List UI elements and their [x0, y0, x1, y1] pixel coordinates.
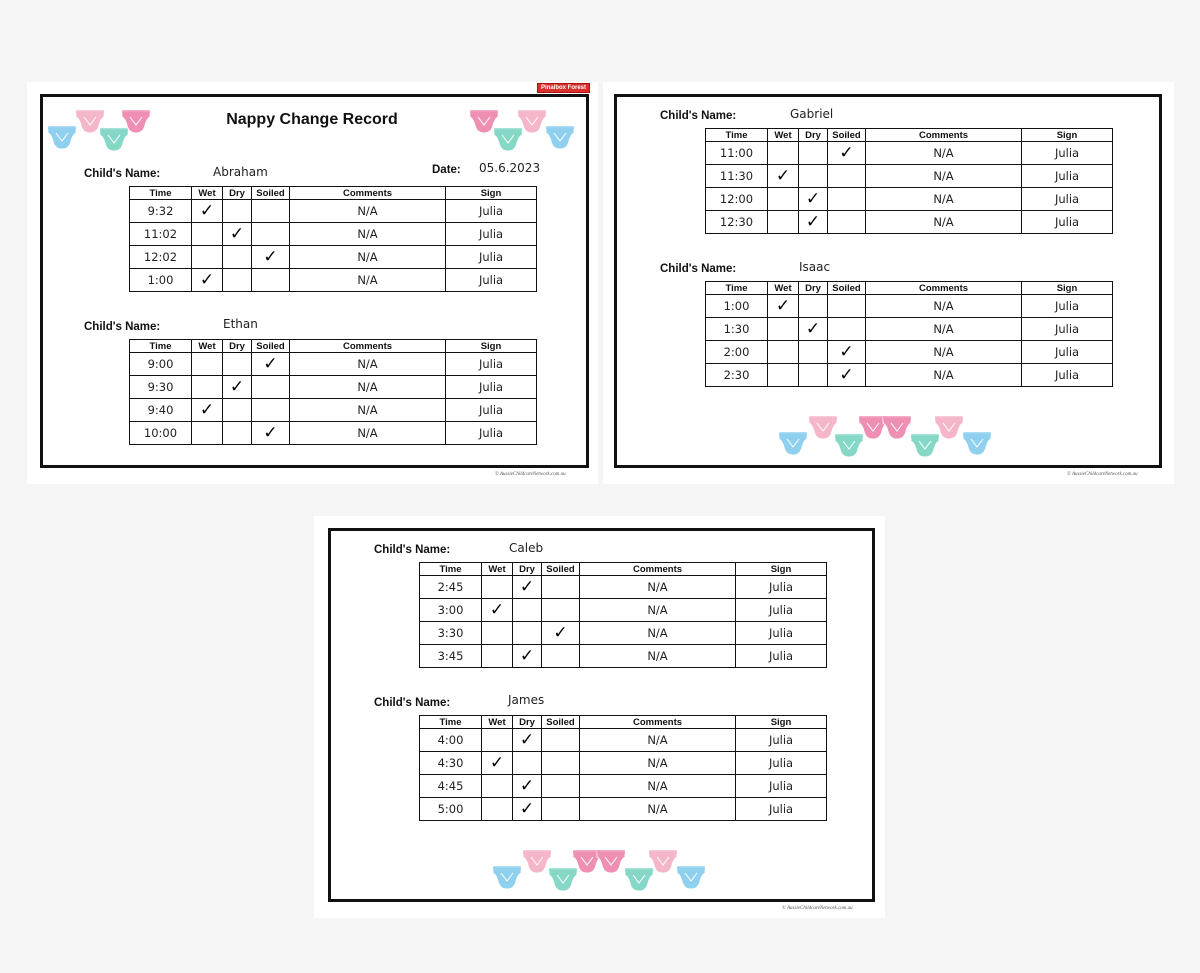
time-cell: 3:00: [420, 599, 482, 622]
nappy-icon: [492, 864, 522, 890]
nappy-icon: [882, 414, 912, 440]
dry-checkmark-cell: [799, 142, 828, 165]
dry-checkmark-cell: [799, 364, 828, 387]
comments-cell: N/A: [290, 200, 446, 223]
table-row: [706, 341, 1113, 364]
table-row: [420, 645, 827, 668]
sign-cell: Julia: [446, 223, 537, 246]
table-row: [706, 165, 1113, 188]
comments-cell: N/A: [580, 576, 736, 599]
column-header-dry: Dry: [223, 340, 252, 353]
table-row: [420, 729, 827, 752]
soiled-checkmark-cell: [828, 295, 866, 318]
date-value: 05.6.2023: [479, 161, 541, 175]
wet-checkmark-cell: [192, 223, 223, 246]
wet-checkmark-cell: [192, 353, 223, 376]
nappy-icon: [676, 864, 706, 890]
dry-checkmark-cell: ✓: [799, 318, 828, 341]
column-header-wet: Wet: [192, 340, 223, 353]
dry-checkmark-cell: ✓: [799, 211, 828, 234]
wet-checkmark-cell: [482, 576, 513, 599]
record-sheet-page-3: [314, 516, 885, 918]
time-cell: 9:00: [130, 353, 192, 376]
nappy-icon: [517, 108, 547, 134]
nappy-icon: [121, 108, 151, 134]
comments-cell: N/A: [580, 752, 736, 775]
column-header-comments: Comments: [290, 187, 446, 200]
table-row: [420, 798, 827, 821]
wet-checkmark-cell: [768, 364, 799, 387]
table-row: [420, 576, 827, 599]
soiled-checkmark-cell: [542, 775, 580, 798]
table-row: [130, 422, 537, 445]
table-header-row: [420, 563, 827, 576]
soiled-checkmark-cell: [542, 798, 580, 821]
nappy-record-table: [705, 281, 1113, 387]
soiled-checkmark-cell: ✓: [542, 622, 580, 645]
sign-cell: Julia: [446, 376, 537, 399]
column-header-time: Time: [420, 563, 482, 576]
nappy-icon: [934, 414, 964, 440]
column-header-sign: Sign: [736, 716, 827, 729]
nappy-decoration-right: [469, 106, 584, 154]
table-row: [130, 269, 537, 292]
time-cell: 11:30: [706, 165, 768, 188]
wet-checkmark-cell: [768, 211, 799, 234]
comments-cell: N/A: [866, 165, 1022, 188]
dry-checkmark-cell: ✓: [513, 729, 542, 752]
column-header-soiled: Soiled: [542, 716, 580, 729]
wet-checkmark-cell: [768, 341, 799, 364]
column-header-soiled: Soiled: [828, 282, 866, 295]
time-cell: 1:00: [130, 269, 192, 292]
child-name-label: Child's Name:: [84, 168, 161, 180]
sign-cell: Julia: [1022, 211, 1113, 234]
date-label: Date:: [432, 164, 461, 176]
time-cell: 2:30: [706, 364, 768, 387]
soiled-checkmark-cell: [252, 269, 290, 292]
sign-cell: Julia: [1022, 341, 1113, 364]
comments-cell: N/A: [290, 376, 446, 399]
time-cell: 3:45: [420, 645, 482, 668]
dry-checkmark-cell: [223, 353, 252, 376]
soiled-checkmark-cell: [252, 376, 290, 399]
wet-checkmark-cell: ✓: [192, 399, 223, 422]
dry-checkmark-cell: ✓: [513, 775, 542, 798]
sign-cell: Julia: [736, 576, 827, 599]
soiled-checkmark-cell: [542, 645, 580, 668]
copyright: © AussieChildcareNetwork.com.au: [1067, 472, 1138, 477]
nappy-record-table: [129, 186, 537, 292]
copyright: © AussieChildcareNetwork.com.au: [495, 472, 566, 477]
column-header-sign: Sign: [1022, 282, 1113, 295]
time-cell: 2:45: [420, 576, 482, 599]
column-header-time: Time: [706, 282, 768, 295]
wet-checkmark-cell: ✓: [192, 269, 223, 292]
table-row: [130, 246, 537, 269]
soiled-checkmark-cell: ✓: [252, 353, 290, 376]
wet-checkmark-cell: [768, 142, 799, 165]
table-row: [420, 775, 827, 798]
comments-cell: N/A: [290, 422, 446, 445]
child-name-label: Child's Name:: [374, 544, 451, 556]
sign-cell: Julia: [446, 422, 537, 445]
wet-checkmark-cell: ✓: [768, 295, 799, 318]
sign-cell: Julia: [446, 353, 537, 376]
nappy-decoration-bottom: [778, 412, 1003, 460]
sign-cell: Julia: [736, 599, 827, 622]
soiled-checkmark-cell: [828, 211, 866, 234]
child-name-value: Isaac: [799, 260, 831, 274]
dry-checkmark-cell: [513, 622, 542, 645]
column-header-sign: Sign: [446, 187, 537, 200]
sign-cell: Julia: [446, 200, 537, 223]
dry-checkmark-cell: [799, 165, 828, 188]
table-row: [706, 211, 1113, 234]
table-row: [706, 142, 1113, 165]
comments-cell: N/A: [580, 729, 736, 752]
sign-cell: Julia: [1022, 364, 1113, 387]
dry-checkmark-cell: [223, 399, 252, 422]
dry-checkmark-cell: [513, 599, 542, 622]
table-row: [420, 622, 827, 645]
sign-cell: Julia: [446, 246, 537, 269]
child-name-value: Abraham: [213, 165, 268, 179]
table-header-row: [130, 187, 537, 200]
soiled-checkmark-cell: [542, 752, 580, 775]
table-header-row: [706, 129, 1113, 142]
column-header-time: Time: [706, 129, 768, 142]
column-header-soiled: Soiled: [252, 187, 290, 200]
comments-cell: N/A: [866, 142, 1022, 165]
table-row: [130, 399, 537, 422]
column-header-soiled: Soiled: [252, 340, 290, 353]
time-cell: 9:30: [130, 376, 192, 399]
column-header-comments: Comments: [866, 282, 1022, 295]
dry-checkmark-cell: ✓: [513, 645, 542, 668]
time-cell: 2:00: [706, 341, 768, 364]
sign-cell: Julia: [1022, 318, 1113, 341]
dry-checkmark-cell: ✓: [799, 188, 828, 211]
dry-checkmark-cell: [223, 200, 252, 223]
comments-cell: N/A: [866, 295, 1022, 318]
nappy-decoration-left: [47, 106, 157, 154]
time-cell: 9:40: [130, 399, 192, 422]
column-header-soiled: Soiled: [542, 563, 580, 576]
time-cell: 12:00: [706, 188, 768, 211]
wet-checkmark-cell: [482, 622, 513, 645]
child-name-value: Gabriel: [790, 107, 834, 121]
dry-checkmark-cell: [223, 246, 252, 269]
child-name-label: Child's Name:: [374, 697, 451, 709]
table-row: [420, 752, 827, 775]
comments-cell: N/A: [580, 798, 736, 821]
dry-checkmark-cell: ✓: [513, 576, 542, 599]
comments-cell: N/A: [580, 645, 736, 668]
badge: Pinalbox Forest: [537, 83, 590, 93]
child-name-value: Caleb: [509, 541, 544, 555]
soiled-checkmark-cell: ✓: [252, 422, 290, 445]
table-header-row: [420, 716, 827, 729]
column-header-dry: Dry: [513, 563, 542, 576]
column-header-comments: Comments: [290, 340, 446, 353]
sign-cell: Julia: [446, 269, 537, 292]
time-cell: 4:00: [420, 729, 482, 752]
column-header-dry: Dry: [799, 129, 828, 142]
soiled-checkmark-cell: [252, 200, 290, 223]
comments-cell: N/A: [290, 246, 446, 269]
child-name-label: Child's Name:: [660, 110, 737, 122]
soiled-checkmark-cell: [542, 576, 580, 599]
wet-checkmark-cell: [192, 376, 223, 399]
wet-checkmark-cell: [482, 645, 513, 668]
comments-cell: N/A: [866, 211, 1022, 234]
column-header-time: Time: [130, 340, 192, 353]
sign-cell: Julia: [1022, 165, 1113, 188]
sign-cell: Julia: [736, 729, 827, 752]
time-cell: 12:02: [130, 246, 192, 269]
dry-checkmark-cell: ✓: [513, 798, 542, 821]
page-title: Nappy Change Record: [226, 111, 398, 128]
nappy-record-table: [419, 715, 827, 821]
comments-cell: N/A: [580, 599, 736, 622]
nappy-icon: [545, 124, 575, 150]
comments-cell: N/A: [290, 353, 446, 376]
time-cell: 9:32: [130, 200, 192, 223]
wet-checkmark-cell: [482, 729, 513, 752]
wet-checkmark-cell: ✓: [768, 165, 799, 188]
wet-checkmark-cell: [482, 775, 513, 798]
time-cell: 5:00: [420, 798, 482, 821]
time-cell: 1:00: [706, 295, 768, 318]
table-row: [130, 200, 537, 223]
wet-checkmark-cell: [768, 318, 799, 341]
comments-cell: N/A: [290, 269, 446, 292]
sign-cell: Julia: [736, 645, 827, 668]
table-row: [130, 353, 537, 376]
nappy-icon: [778, 430, 808, 456]
table-row: [420, 599, 827, 622]
column-header-dry: Dry: [223, 187, 252, 200]
child-name-label: Child's Name:: [660, 263, 737, 275]
sign-cell: Julia: [736, 798, 827, 821]
table-row: [706, 318, 1113, 341]
table-row: [706, 364, 1113, 387]
comments-cell: N/A: [866, 341, 1022, 364]
soiled-checkmark-cell: ✓: [828, 341, 866, 364]
column-header-wet: Wet: [482, 563, 513, 576]
sign-cell: Julia: [1022, 295, 1113, 318]
record-sheet-page-1: [27, 82, 598, 484]
sign-cell: Julia: [446, 399, 537, 422]
nappy-icon: [648, 848, 678, 874]
nappy-record-table: [419, 562, 827, 668]
comments-cell: N/A: [290, 399, 446, 422]
column-header-sign: Sign: [736, 563, 827, 576]
time-cell: 11:02: [130, 223, 192, 246]
dry-checkmark-cell: [799, 295, 828, 318]
dry-checkmark-cell: ✓: [223, 376, 252, 399]
column-header-comments: Comments: [580, 716, 736, 729]
nappy-icon: [962, 430, 992, 456]
child-name-value: James: [508, 693, 545, 707]
column-header-time: Time: [130, 187, 192, 200]
soiled-checkmark-cell: ✓: [252, 246, 290, 269]
soiled-checkmark-cell: [252, 223, 290, 246]
soiled-checkmark-cell: [542, 729, 580, 752]
time-cell: 4:45: [420, 775, 482, 798]
time-cell: 10:00: [130, 422, 192, 445]
sign-cell: Julia: [736, 775, 827, 798]
soiled-checkmark-cell: ✓: [828, 142, 866, 165]
column-header-sign: Sign: [446, 340, 537, 353]
soiled-checkmark-cell: [828, 165, 866, 188]
dry-checkmark-cell: [513, 752, 542, 775]
comments-cell: N/A: [580, 622, 736, 645]
dry-checkmark-cell: [799, 341, 828, 364]
time-cell: 12:30: [706, 211, 768, 234]
sign-cell: Julia: [736, 752, 827, 775]
dry-checkmark-cell: ✓: [223, 223, 252, 246]
table-row: [706, 188, 1113, 211]
record-sheet-page-2: [603, 82, 1174, 484]
column-header-sign: Sign: [1022, 129, 1113, 142]
column-header-wet: Wet: [768, 282, 799, 295]
soiled-checkmark-cell: [828, 318, 866, 341]
comments-cell: N/A: [580, 775, 736, 798]
nappy-icon: [596, 848, 626, 874]
column-header-soiled: Soiled: [828, 129, 866, 142]
nappy-icon: [47, 124, 77, 150]
table-header-row: [130, 340, 537, 353]
column-header-wet: Wet: [192, 187, 223, 200]
column-header-time: Time: [420, 716, 482, 729]
time-cell: 11:00: [706, 142, 768, 165]
sign-cell: Julia: [1022, 188, 1113, 211]
column-header-comments: Comments: [866, 129, 1022, 142]
time-cell: 4:30: [420, 752, 482, 775]
table-row: [706, 295, 1113, 318]
comments-cell: N/A: [866, 364, 1022, 387]
nappy-record-table: [129, 339, 537, 445]
child-name-label: Child's Name:: [84, 321, 161, 333]
copyright: © AussieChildcareNetwork.com.au: [782, 906, 853, 911]
column-header-dry: Dry: [799, 282, 828, 295]
nappy-record-table: [705, 128, 1113, 234]
time-cell: 3:30: [420, 622, 482, 645]
soiled-checkmark-cell: [542, 599, 580, 622]
sign-cell: Julia: [736, 622, 827, 645]
time-cell: 1:30: [706, 318, 768, 341]
dry-checkmark-cell: [223, 269, 252, 292]
soiled-checkmark-cell: [252, 399, 290, 422]
comments-cell: N/A: [866, 318, 1022, 341]
wet-checkmark-cell: ✓: [192, 200, 223, 223]
dry-checkmark-cell: [223, 422, 252, 445]
comments-cell: N/A: [866, 188, 1022, 211]
table-header-row: [706, 282, 1113, 295]
wet-checkmark-cell: ✓: [482, 752, 513, 775]
nappy-decoration-bottom: [492, 846, 717, 894]
wet-checkmark-cell: [768, 188, 799, 211]
soiled-checkmark-cell: ✓: [828, 364, 866, 387]
column-header-comments: Comments: [580, 563, 736, 576]
column-header-dry: Dry: [513, 716, 542, 729]
soiled-checkmark-cell: [828, 188, 866, 211]
child-name-value: Ethan: [223, 317, 258, 331]
table-row: [130, 376, 537, 399]
wet-checkmark-cell: [192, 422, 223, 445]
sign-cell: Julia: [1022, 142, 1113, 165]
column-header-wet: Wet: [482, 716, 513, 729]
wet-checkmark-cell: ✓: [482, 599, 513, 622]
comments-cell: N/A: [290, 223, 446, 246]
table-row: [130, 223, 537, 246]
wet-checkmark-cell: [192, 246, 223, 269]
wet-checkmark-cell: [482, 798, 513, 821]
column-header-wet: Wet: [768, 129, 799, 142]
